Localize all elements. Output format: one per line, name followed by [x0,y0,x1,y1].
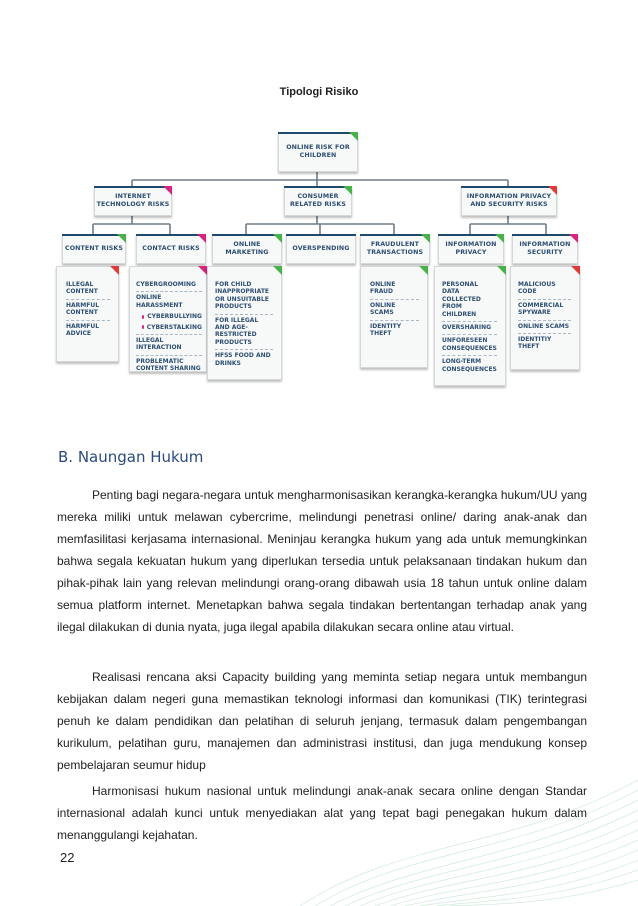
list-information-security [510,266,580,370]
corner-marker [117,234,126,243]
subcategory-label: CONTENT RISKS [64,245,124,252]
bullet-icon [142,315,144,319]
list-item: ILLEGAL INTERACTION [136,335,202,356]
subcategory-information-security [512,234,578,264]
list-item: ONLINE SCAMS [518,321,571,334]
paragraph-2: Realisasi rencana aksi Capacity building yang meminta setiap negara untuk membangun kebijakan dalam negeri guna memastikan teknologi informasi dan komunikasi (TIK) terintegrasi penuh ke dalam pendidikan dan pelatihan di seluruh jenjang, termasuk dalam pengembangan kurikulum, pelatihan guru, manajemen dan administrasi institusi, dan juga mendukung konsep pembelajaran seumur hidup [57,670,587,772]
bullet-icon [142,325,144,329]
list-information-privacy [434,266,506,386]
figure-title: Tipologi Risiko [279,86,359,98]
corner-marker [343,186,352,195]
corner-marker [273,234,282,243]
list-fraudulent-transactions [360,266,428,368]
list-item: ONLINE SCAMS [370,300,419,321]
list-item: OVERSHARING [442,322,497,335]
subcategory-contact-risks [136,234,206,264]
subcategory-information-privacy [438,234,504,264]
category-label: INFORMATION PRIVACY AND SECURITY RISKS [466,193,552,208]
corner-marker [569,234,578,243]
list-item: LONG-TERM CONSEQUENCES [442,358,497,373]
list-item: ONLINE HARASSMENT [136,294,183,309]
subcategory-label: CONTACT RISKS [142,245,200,252]
paragraph-3: Harmonisasi hukum nasional untuk melindungi anak-anak secara online dengan Standar internasional adalah kunci untuk menyediakan alat yang tepat bagi penegakan hukum dalam menanggulangi kejahatan. [57,784,587,842]
page-number: 22 [60,850,75,865]
subcategory-label: INFORMATION PRIVACY [445,241,497,256]
list-item: UNFORESEEN CONSEQUENCES [442,335,497,356]
corner-marker [571,266,580,275]
list-subitem [136,322,202,335]
list-item: PERSONAL DATA COLLECTED FROM CHILDREN [442,279,497,322]
list-item: ILLEGAL CONTENT [66,279,110,300]
root-node [278,132,358,172]
list-subitem [136,312,202,321]
list-item: CYBERGROOMING [136,279,202,292]
corner-marker [495,234,504,243]
corner-marker [349,132,358,141]
corner-marker [497,266,506,275]
list-item: HARMFUL CONTENT [66,300,110,321]
list-item: ONLINE FRAUD [370,279,419,300]
corner-marker [198,266,207,275]
list-contact-risks [129,266,207,372]
subcategory-label: INFORMATION SECURITY [519,241,571,256]
corner-marker [419,266,428,275]
list-item: PROBLEMATIC CONTENT SHARING [136,357,201,373]
category-consumer-related [284,186,352,216]
subcategory-overspending [286,234,356,264]
list-item: HARMFUL ADVICE [66,322,100,338]
subcategory-label: OVERSPENDING [292,245,350,252]
list-content-risks [56,266,119,362]
root-label: ONLINE RISK FOR CHILDREN [286,144,350,159]
list-item: IDENTITY THEFT [370,322,402,338]
section-heading: B. Naungan Hukum [58,448,204,466]
corner-marker [273,266,282,275]
subcategory-online-marketing [212,234,282,264]
corner-marker [197,234,206,243]
corner-marker [163,186,172,195]
list-subitem-label: CYBERSTALKING [146,323,202,331]
subcategory-label: ONLINE MARKETING [225,241,269,256]
corner-marker [110,266,119,275]
list-item: MALICIOUS CODE [518,279,571,300]
list-item: FOR CHILD INAPPROPRIATE OR UNSUITABLE PRODUCTS [215,279,273,315]
list-item: IDENTITIY THEFT [518,336,552,351]
category-label: INTERNET TECHNOLOGY RISKS [96,193,170,208]
category-label: CONSUMER RELATED RISKS [289,193,346,208]
list-item: HFSS FOOD AND DRINKS [215,352,271,367]
subcategory-label: FRAUDULENT TRANSACTIONS [366,241,424,256]
corner-marker [548,186,557,195]
category-information-privacy-security [461,186,557,216]
category-internet-technology [94,186,172,216]
subcategory-fraudulent-transactions [360,234,430,264]
subcategory-content-risks [62,234,126,264]
paragraph-1: Penting bagi negara-negara untuk mengharmonisasikan kerangka-kerangka hukum/UU yang mereka miliki untuk melawan cybercrime, melindungi penetrasi online/ daring anak-anak dan memfasilitasi kerjasama internasional. Meninjau kerangka hukum yang ada untuk memungkinkan bahwa segala kekuatan hukum yang diperlukan tersedia untuk pelaksanaan tindakan hukum dan pihak-pihak lain yang relevan melindungi orang-orang dibawah usia 18 tahun untuk online dalam semua platform internet. Menetapkan bahwa segala tindakan bertentangan terhadap anak yang ilegal dilakukan di dunia nyata, juga ilegal apabila dilakukan secara online atau virtual. [57,488,587,634]
corner-marker [421,234,430,243]
list-item: FOR ILLEGAL AND AGE-RESTRICTED PRODUCTS [215,315,273,351]
list-item: COMMERCIAL SPYWARE [518,300,571,321]
list-subitem-label: CYBERBULLYING [147,313,202,321]
list-online-marketing [207,266,282,380]
